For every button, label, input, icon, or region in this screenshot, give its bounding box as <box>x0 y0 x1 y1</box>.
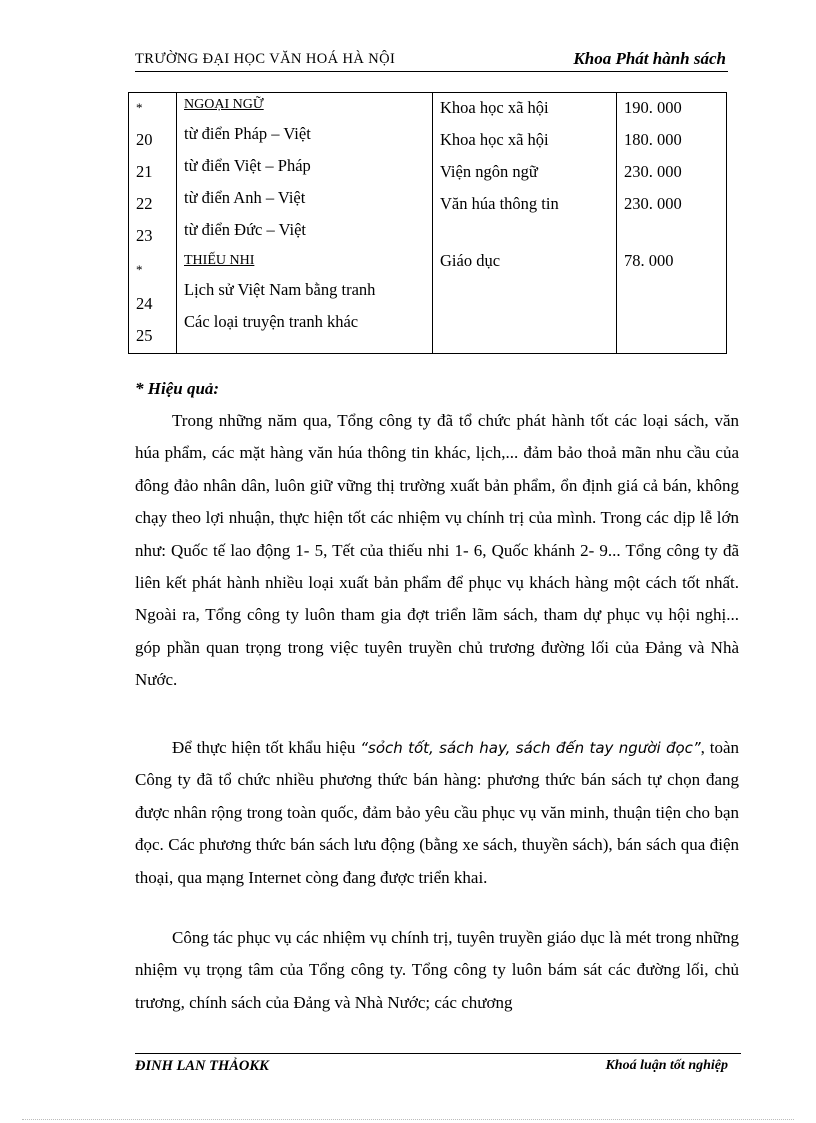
page-edge <box>22 1119 794 1120</box>
publisher: Giáo dục <box>440 251 501 270</box>
book-title: từ điển Anh – Việt <box>184 188 306 207</box>
paragraph-lead: Để thực hiện tốt khẩu hiệu <box>172 738 356 757</box>
school-name: TRƯỜNG ĐẠI HỌC VĂN HOÁ HÀ NỘI <box>135 51 396 67</box>
book-title: Lịch sử Việt Nam bằng tranh <box>184 280 376 299</box>
paragraph-text: Công tác phục vụ các nhiệm vụ chính trị, tuyên truyền giáo dục là mét trong những nhiệm vụ trọng tâm của Tổng công ty. Tổng công ty luôn bám sát các đường lối, chủ trương, chính sách của Đảng và Nhà Nước; các chương <box>135 928 739 1012</box>
table-row <box>129 93 727 354</box>
book-title: Các loại truyện tranh khác <box>184 312 359 331</box>
paragraph-slogan <box>135 732 739 894</box>
book-title: từ điển Pháp – Việt <box>184 124 311 143</box>
title-column <box>177 93 433 354</box>
row-number: 22 <box>136 194 153 213</box>
paragraph-political-tasks <box>135 922 739 1019</box>
number-column <box>129 93 177 354</box>
paragraph-text <box>135 732 739 894</box>
price: 230. 000 <box>624 194 682 213</box>
row-number: 21 <box>136 162 153 181</box>
category-heading: NGOẠI NGỮ <box>184 97 264 112</box>
section-heading: * Hiệu quả: <box>135 379 220 398</box>
category-marker: * <box>136 262 143 277</box>
header-rule <box>135 71 728 72</box>
row-number: 23 <box>136 226 153 245</box>
row-number: 20 <box>136 130 153 149</box>
publisher: Văn húa thông tin <box>440 194 559 213</box>
category-heading: THIẾU NHI <box>184 253 255 268</box>
price: 78. 000 <box>624 251 674 270</box>
book-price-table <box>128 92 727 354</box>
category-marker: * <box>136 100 143 115</box>
publisher: Viện ngôn ngữ <box>440 162 538 181</box>
price-column <box>617 93 727 354</box>
footer-rule <box>135 1053 741 1054</box>
paragraph-rest: , toàn Công ty đã tổ chức nhiều phương thức bán hàng: phương thức bán sách tự chọn đang được nhân rộng trong toàn quốc, đảm bảo yêu cầu phục vụ văn minh, thuận tiện cho bạn đọc. Các phương thức bán sách lưu động (bằng xe sách, thuyền sách), bán sách qua điện thoại, qua mạng Internet còng đang được triển khai. <box>135 738 740 887</box>
row-number: 24 <box>136 294 153 313</box>
price: 180. 000 <box>624 130 682 149</box>
publisher: Khoa học xã hội <box>440 98 549 117</box>
publisher-column <box>433 93 617 354</box>
paragraph-effectiveness <box>135 405 739 697</box>
faculty-name: Khoa Phát hành sách <box>573 49 726 68</box>
document-type: Khoá luận tốt nghiệp <box>605 1058 728 1073</box>
book-title: từ điển Việt – Pháp <box>184 156 311 175</box>
page-header <box>135 48 728 72</box>
paragraph-text: Trong những năm qua, Tổng công ty đã tổ chức phát hành tốt các loại sách, văn húa phẩm, các mặt hàng văn húa thông tin khác, lịch,... đảm bảo thoả mãn nhu cầu của đông đảo nhân dân, luôn giữ vững thị trường xuất bản phẩm, ổn định giá cả bán, không chạy theo lợi nhuận, thực hiện tốt các nhiệm vụ chính trị của mình. Trong các dịp lễ lớn như: Quốc tế lao động 1- 5, Tết của thiếu nhi 1- 6, Quốc khánh 2- 9... Tổng công ty đã liên kết phát hành nhiều loại xuất bản phẩm để phục vụ khách hàng một cách tốt nhất. Ngoài ra, Tổng công ty luôn tham gia đợt triển lãm sách, tham dự phục vụ hội nghị... góp phần quan trọng trong việc tuyên truyền chủ trương đường lối của Đảng và Nhà Nước. <box>135 411 739 690</box>
price: 190. 000 <box>624 98 682 117</box>
page-footer <box>135 1056 728 1078</box>
slogan-quote: “sỏch tốt, sách hay, sách đến tay người đọc” <box>360 739 701 757</box>
row-number: 25 <box>136 326 153 345</box>
author-name: ĐINH LAN THẢOKK <box>135 1058 269 1074</box>
publisher: Khoa học xã hội <box>440 130 549 149</box>
book-title: từ điển Đức – Việt <box>184 220 306 239</box>
price: 230. 000 <box>624 162 682 181</box>
